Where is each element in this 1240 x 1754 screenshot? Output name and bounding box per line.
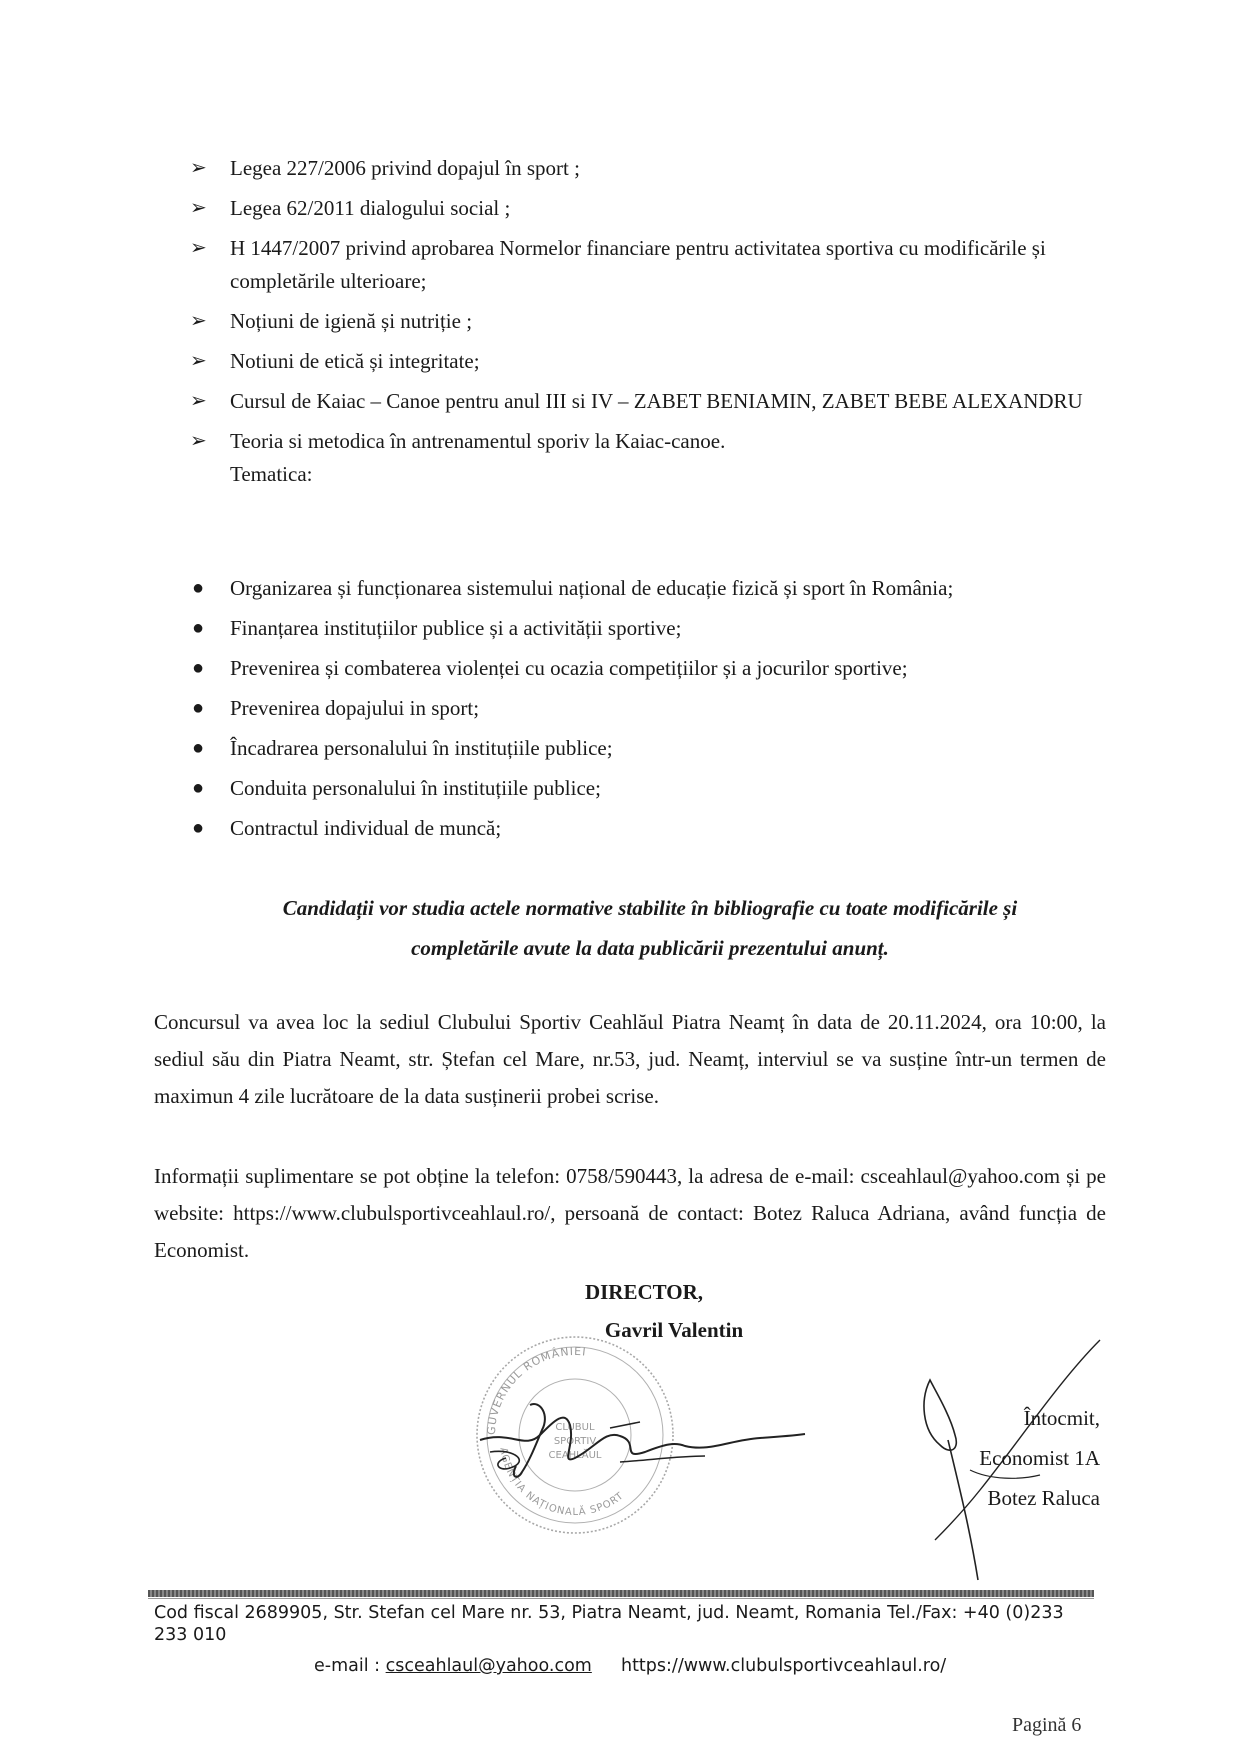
topics-list (190, 572, 1110, 852)
bullet-icon: ● (192, 817, 205, 839)
bullet-icon: ● (192, 697, 205, 719)
svg-text:CLUBUL: CLUBUL (555, 1422, 595, 1433)
bibliography-item (190, 385, 1110, 418)
prepared-by-block (940, 1398, 1100, 1518)
bibliography-item (190, 152, 1110, 185)
topic-item-text: Încadrarea personalului în instituțiile publice; (230, 736, 613, 760)
director-signature (470, 1370, 810, 1510)
bibliography-item-text: Legea 62/2011 dialogului social ; (230, 196, 511, 220)
topic-item (190, 572, 1110, 605)
candidates-note-line: Candidații vor studia actele normative stabilite în bibliografie cu toate modificările și (282, 896, 1018, 920)
topic-item-text: Conduita personalului în instituțiile publice; (230, 776, 601, 800)
bibliography-item-text: Cursul de Kaiac – Canoe pentru anul III si IV – ZABET BENIAMIN, ZABET BEBE ALEXANDRU (230, 389, 1083, 413)
bibliography-item (190, 425, 1110, 491)
bibliography-item (190, 232, 1110, 298)
footer-divider (148, 1590, 1094, 1597)
footer-email-link[interactable]: csceahlaul@yahoo.com (385, 1656, 592, 1676)
contest-details-paragraph: Concursul va avea loc la sediul Clubului Sportiv Ceahlăul Piatra Neamț în data de 20.11.2024, ora 10:00, la sediul său din Piatra Neamt, str. Ștefan cel Mare, nr.53, jud. Neamț, interviul se va susține într-un termen de maximun 4 zile lucrătoare de la data susținerii probei scrise. (154, 1010, 1106, 1108)
arrow-bullet-icon: ➢ (190, 237, 207, 259)
bibliography-item (190, 345, 1110, 378)
footer-divider-thin (148, 1598, 1094, 1599)
contact-info-paragraph: Informații suplimentare se pot obține la telefon: 0758/590443, la adresa de e-mail: csceahlaul@yahoo.com și pe website: https://www.clubulsportivceahlaul.ro/, persoană de contact: Botez Raluca Adriana, având funcția de Economist. (154, 1164, 1106, 1262)
page-number: Pagină 6 (1012, 1714, 1082, 1736)
arrow-bullet-icon: ➢ (190, 310, 207, 332)
topic-item (190, 692, 1110, 725)
footer-contacts (314, 1656, 946, 1676)
candidates-note (190, 888, 1110, 968)
topic-item-text: Prevenirea și combaterea violenței cu ocazia competițiilor și a jocurilor sportive; (230, 656, 908, 680)
footer-address: Cod fiscal 2689905, Str. Stefan cel Mare nr. 53, Piatra Neamt, jud. Neamt, Romania Tel./Fax: +40 (0)233 233 010 (154, 1603, 1064, 1645)
bibliography-list (190, 152, 1110, 498)
prepared-by-name: Botez Raluca (987, 1486, 1100, 1510)
topic-item-text: Prevenirea dopajului in sport; (230, 696, 480, 720)
bibliography-item (190, 192, 1110, 225)
svg-text:AGENȚIA NAȚIONALĂ SPORT: AGENȚIA NAȚIONALĂ SPORT (497, 1446, 627, 1519)
bibliography-item-text: Notiuni de etică și integritate; (230, 349, 480, 373)
topics-heading: Tematica: (230, 462, 313, 486)
arrow-bullet-icon: ➢ (190, 430, 207, 452)
topic-item-text: Contractul individual de muncă; (230, 816, 502, 840)
topic-item (190, 652, 1110, 685)
arrow-bullet-icon: ➢ (190, 197, 207, 219)
prepared-by-position: Economist 1A (979, 1446, 1100, 1470)
bibliography-item-text: Legea 227/2006 privind dopajul în sport ; (230, 156, 580, 180)
bullet-icon: ● (192, 657, 205, 679)
director-name: Gavril Valentin (604, 1318, 744, 1342)
bibliography-item-text: Noțiuni de igienă și nutriție ; (230, 309, 473, 333)
bibliography-item-text: H 1447/2007 privind aprobarea Normelor financiare pentru activitatea sportiva cu modificările și completările ulterioare; (230, 236, 1046, 293)
bibliography-item (190, 305, 1110, 338)
bullet-icon: ● (192, 777, 205, 799)
topic-item (190, 732, 1110, 765)
director-title: DIRECTOR, (584, 1280, 704, 1304)
arrow-bullet-icon: ➢ (190, 390, 207, 412)
bullet-icon: ● (192, 737, 205, 759)
topic-item-text: Organizarea și funcționarea sistemului național de educație fizică și sport în România; (230, 576, 954, 600)
prepared-by-label: Întocmit, (1023, 1406, 1100, 1430)
topic-item-text: Finanțarea instituțiilor publice și a activității sportive; (230, 616, 682, 640)
arrow-bullet-icon: ➢ (190, 350, 207, 372)
footer-email-label: e-mail : (314, 1656, 381, 1676)
arrow-bullet-icon: ➢ (190, 157, 207, 179)
topic-item (190, 812, 1110, 845)
svg-text:SPORTIV: SPORTIV (553, 1436, 597, 1447)
bullet-icon: ● (192, 617, 205, 639)
svg-text:CEAHLĂUL: CEAHLĂUL (548, 1450, 602, 1461)
bullet-icon: ● (192, 577, 205, 599)
svg-text:GUVERNUL ROMÂNIEI: GUVERNUL ROMÂNIEI (484, 1344, 588, 1436)
footer-website-link[interactable]: https://www.clubulsportivceahlaul.ro/ (620, 1656, 947, 1676)
bibliography-item-text: Teoria si metodica în antrenamentul sporiv la Kaiac-canoe. (230, 429, 726, 453)
topic-item (190, 772, 1110, 805)
candidates-note-line: completările avute la data publicării prezentului anunț. (411, 936, 889, 960)
topic-item (190, 612, 1110, 645)
